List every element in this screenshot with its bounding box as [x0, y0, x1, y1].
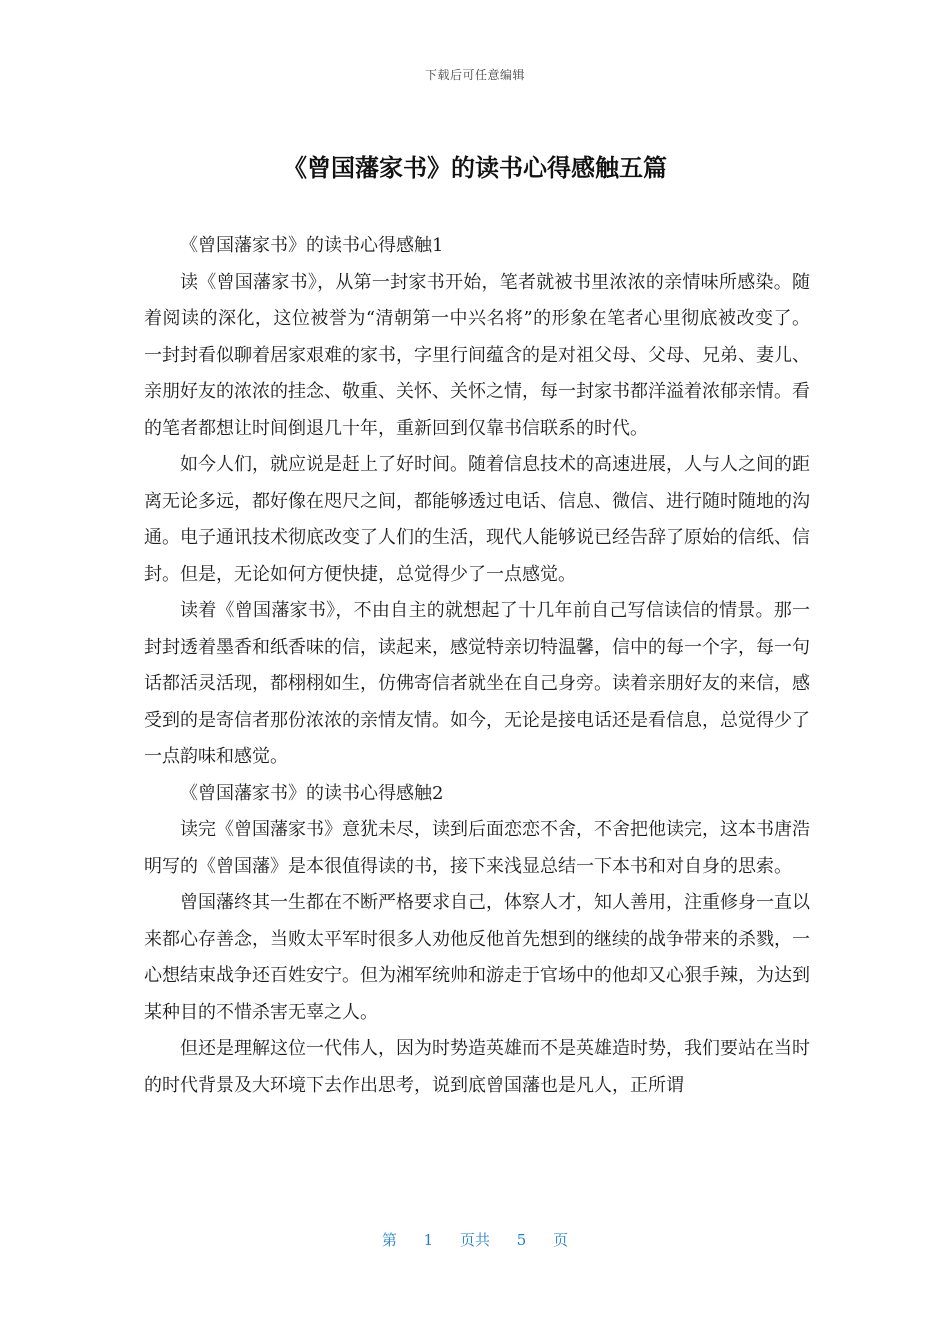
page-footer [0, 1229, 950, 1250]
section-heading-1: 《曾国藩家书》的读书心得感触1 [180, 235, 444, 256]
footer-label-page: 第 [381, 1231, 397, 1249]
footer-total-pages: 5 [516, 1231, 527, 1249]
footer-label-total: 页共 [459, 1231, 490, 1249]
footer-current-page: 1 [423, 1231, 434, 1249]
body-paragraph: 但还是理解这位一代伟人，因为时势造英雄而不是英雄造时势，我们要站在当时的时代背景及大环境下去作出思考，说到底曾国藩也是凡人，正所谓 [144, 1038, 810, 1096]
body-paragraph: 读着《曾国藩家书》，不由自主的就想起了十几年前自己写信读信的情景。那一封封透着墨香和纸香味的信，读起来，感觉特亲切特温馨，信中的每一个字，每一句话都活灵活现，都栩栩如生，仿佛寄信者就坐在自己身旁。读着亲朋好友的来信，感受到的是寄信者那份浓浓的亲情友情。如今，无论是接电话还是看信息，总觉得少了一点韵味和感觉。 [144, 600, 810, 767]
document-body [144, 228, 810, 1104]
document-title: 《曾国藩家书》的读书心得感触五篇 [283, 154, 667, 182]
page-header-note: 下载后可任意编辑 [424, 68, 525, 82]
section-heading-2: 《曾国藩家书》的读书心得感触2 [180, 782, 444, 804]
body-paragraph: 读完《曾国藩家书》意犹未尽，读到后面恋恋不舍，不舍把他读完，这本书唐浩明写的《曾国藩》是本很值得读的书，接下来浅显总结一下本书和对自身的思索。 [144, 819, 810, 877]
body-paragraph: 读《曾国藩家书》，从第一封家书开始，笔者就被书里浓浓的亲情味所感染。随着阅读的深化，这位被誉为“清朝第一中兴名将”的形象在笔者心里彻底被改变了。一封封看似聊着居家艰难的家书，字里行间蕴含的是对祖父母、父母、兄弟、妻儿、亲朋好友的浓浓的挂念、敬重、关怀、关怀之情，每一封家书都洋溢着浓郁亲情。看的笔者都想让时间倒退几十年，重新回到仅靠书信联系的时代。 [144, 271, 810, 439]
body-paragraph: 如今人们，就应说是赶上了好时间。随着信息技术的高速进展，人与人之间的距离无论多远，都好像在咫尺之间，都能够透过电话、信息、微信、进行随时随地的沟通。电子通讯技术彻底改变了人们的生活，现代人能够说已经告辞了原始的信纸、信封。但是，无论如何方便快捷，总觉得少了一点感觉。 [144, 454, 810, 585]
body-paragraph: 曾国藩终其一生都在不断严格要求自己，体察人才，知人善用，注重修身一直以来都心存善念，当败太平军时很多人劝他反他首先想到的继续的战争带来的杀戮，一心想结束战争还百姓安宁。但为湘军统帅和游走于官场中的他却又心狠手辣，为达到某种目的不惜杀害无辜之人。 [144, 892, 810, 1023]
footer-label-end: 页 [553, 1231, 569, 1249]
